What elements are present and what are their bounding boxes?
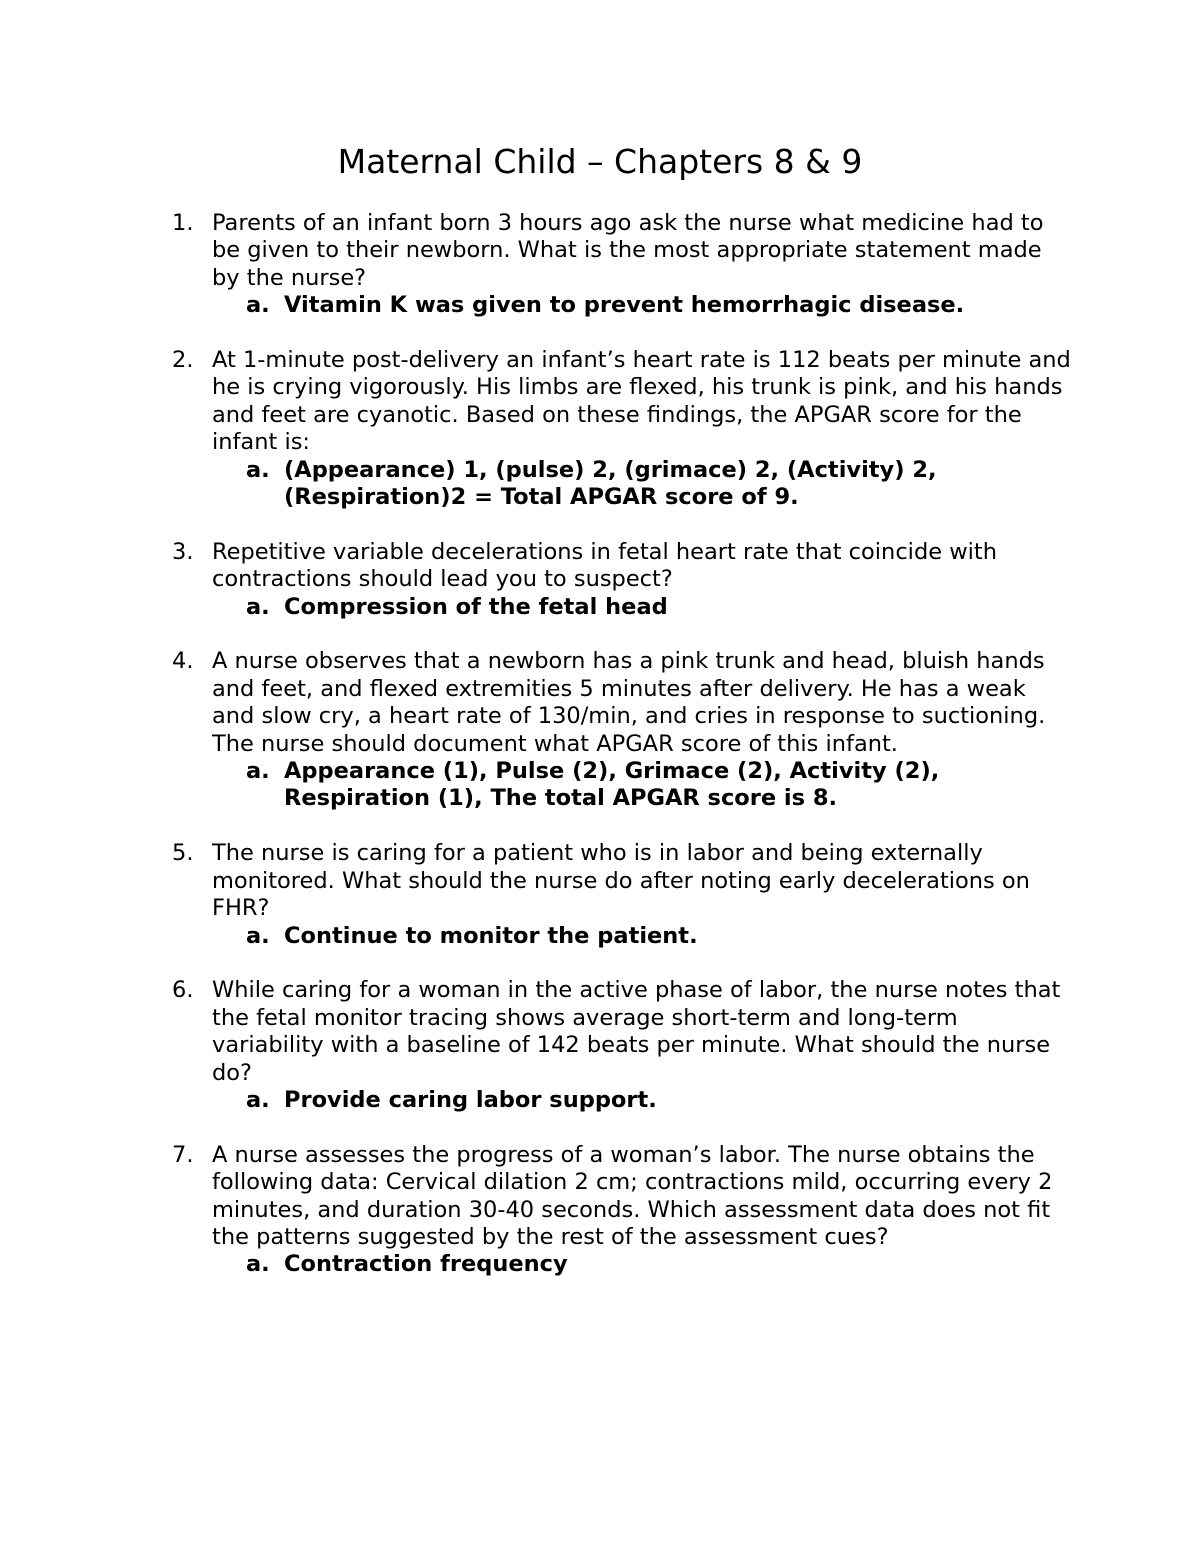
answer-letter: a. xyxy=(246,593,270,620)
answer-text: Compression of the fetal head xyxy=(284,593,668,620)
question-item xyxy=(172,210,1072,320)
question-number: 3. xyxy=(172,538,194,565)
question-text: At 1-minute post-delivery an infant’s heart rate is 112 beats per minute and he is crying vigorously. His limbs are flexed, his trunk is pink, and his hands and feet are cyanotic. Based on these findings, the APGAR score for the infant is: xyxy=(212,347,1071,456)
answer-item xyxy=(212,594,1072,621)
answer-text: Contraction frequency xyxy=(284,1251,568,1278)
answer-text: Vitamin K was given to prevent hemorrhagic disease. xyxy=(284,292,965,319)
answer-letter: a. xyxy=(246,1086,270,1113)
question-item xyxy=(172,977,1072,1114)
question-text: While caring for a woman in the active phase of labor, the nurse notes that the fetal monitor tracing shows average short-term and long-term variability with a baseline of 142 beats per minute. What should the nurse do? xyxy=(212,977,1061,1086)
answer-text: Continue to monitor the patient. xyxy=(284,922,698,949)
document-title: Maternal Child – Chapters 8 & 9 xyxy=(337,142,863,181)
question-item xyxy=(172,539,1072,621)
answer-letter: a. xyxy=(246,922,270,949)
answer-letter: a. xyxy=(246,456,270,483)
answer-item xyxy=(212,1251,1072,1278)
question-text: A nurse assesses the progress of a woman’s labor. The nurse obtains the following data: Cervical dilation 2 cm; contractions mild, occurring every 2 minutes, and duration 30-40 seconds. Which assessment data does not fit the patterns suggested by the rest of the assessment cues? xyxy=(212,1141,1053,1250)
question-number: 2. xyxy=(172,347,194,374)
question-item xyxy=(172,648,1072,812)
question-number: 6. xyxy=(172,977,194,1004)
question-text: A nurse observes that a newborn has a pink trunk and head, bluish hands and feet, and flexed extremities 5 minutes after delivery. He has a weak and slow cry, a heart rate of 130/min, and cries in response to suctioning. The nurse should document what APGAR score of this infant. xyxy=(212,648,1046,757)
question-item xyxy=(172,840,1072,950)
question-number: 1. xyxy=(172,210,194,236)
question-text: Repetitive variable decelerations in fetal heart rate that coincide with contractions should lead you to suspect? xyxy=(212,538,997,593)
answer-item xyxy=(212,758,1072,813)
answer-text: (Appearance) 1, (pulse) 2, (grimace) 2, (Activity) 2, (Respiration)2 = Total APGAR score of 9. xyxy=(284,456,937,511)
question-number: 7. xyxy=(172,1141,194,1168)
answer-letter: a. xyxy=(246,758,270,785)
question-text: The nurse is caring for a patient who is in labor and being externally monitored. What should the nurse do after noting early decelerations on FHR? xyxy=(212,840,1030,922)
answer-item xyxy=(212,923,1072,950)
question-list xyxy=(172,210,1072,1306)
question-item xyxy=(172,1142,1072,1279)
answer-text: Provide caring labor support. xyxy=(284,1086,657,1113)
answer-item xyxy=(212,457,1072,512)
answer-letter: a. xyxy=(246,292,270,319)
question-item xyxy=(172,347,1072,511)
question-number: 5. xyxy=(172,840,194,867)
answer-text: Appearance (1), Pulse (2), Grimace (2), Activity (2), Respiration (1), The total APGAR score is 8. xyxy=(284,758,940,812)
answer-item xyxy=(212,1087,1072,1114)
answer-letter: a. xyxy=(246,1251,270,1278)
question-number: 4. xyxy=(172,648,194,675)
question-text: Parents of an infant born 3 hours ago ask the nurse what medicine had to be given to their newborn. What is the most appropriate statement made by the nurse? xyxy=(212,210,1044,291)
answer-item xyxy=(212,292,1072,319)
